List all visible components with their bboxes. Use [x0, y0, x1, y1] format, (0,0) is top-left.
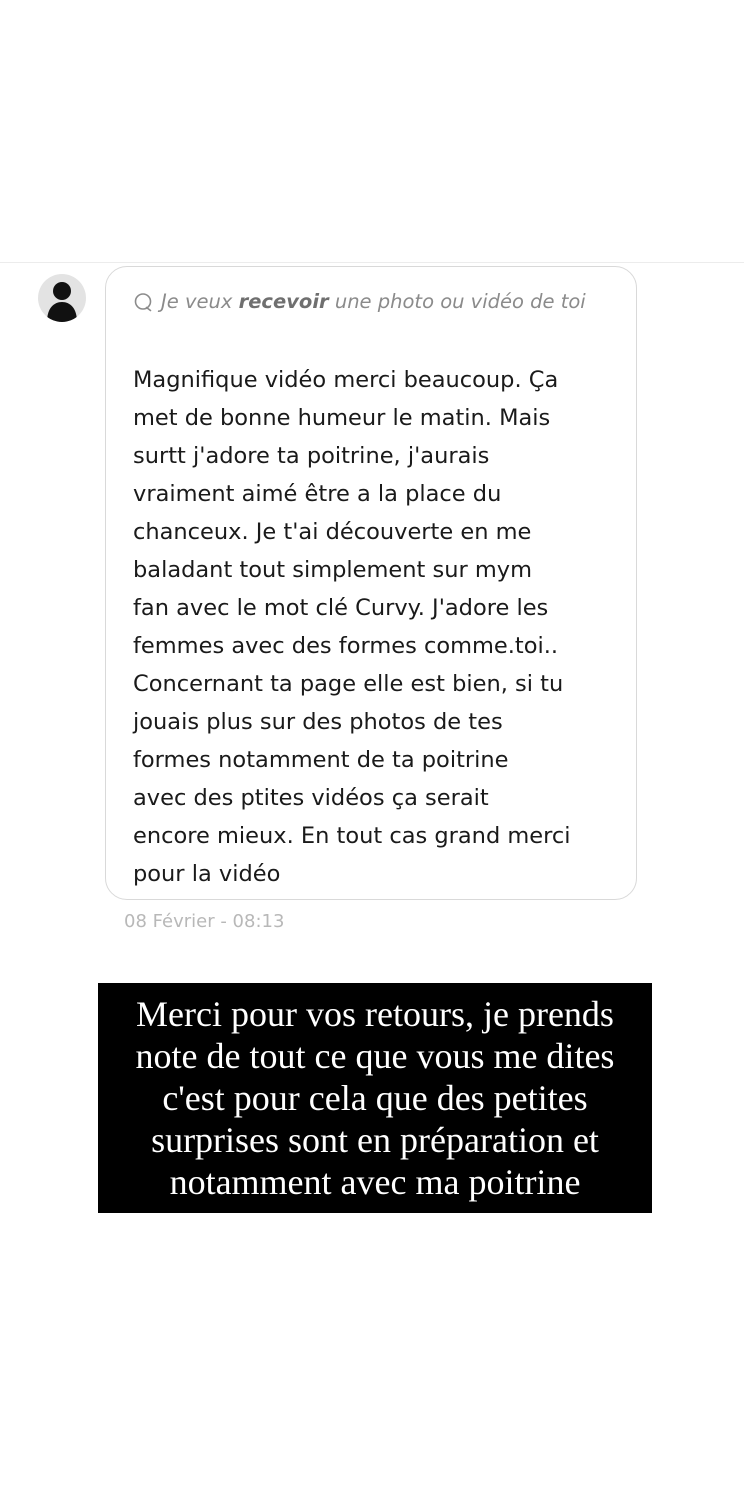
request-suffix: une photo ou vidéo de toi [328, 290, 586, 313]
top-divider [0, 262, 744, 263]
chat-bubble-icon [133, 287, 153, 324]
request-type [133, 283, 603, 324]
message-text: Magnifique vidéo merci beaucoup. Ça met de bonne humeur le matin. Mais surtt j'adore ta poitrine, j'aurais vraiment aimé être a la place du chanceux. Je t'ai découverte en me baladant tout simplement sur mym fan avec le mot clé Curvy. J'adore les femmes avec des formes comme.toi.. Concernant ta page elle est bien, si tu jouais plus sur des photos de tes formes notamment de ta poitrine avec des ptites vidéos ça serait encore mieux. En tout cas grand merci pour la vidéo [133, 367, 571, 887]
reply-caption-text: Merci pour vos retours, je prends note de tout ce que vous me dites c'est pour cela que des petites surprises sont en préparation et notamment avec ma poitrine [135, 994, 615, 1202]
reply-caption-box [98, 983, 652, 1213]
sender-avatar[interactable] [38, 274, 86, 322]
message-bubble [105, 266, 637, 900]
request-prefix: Je veux [161, 290, 239, 313]
request-emphasis: recevoir [238, 290, 329, 313]
default-user-avatar-icon [38, 274, 86, 322]
message-timestamp: 08 Février - 08:13 [124, 911, 285, 932]
